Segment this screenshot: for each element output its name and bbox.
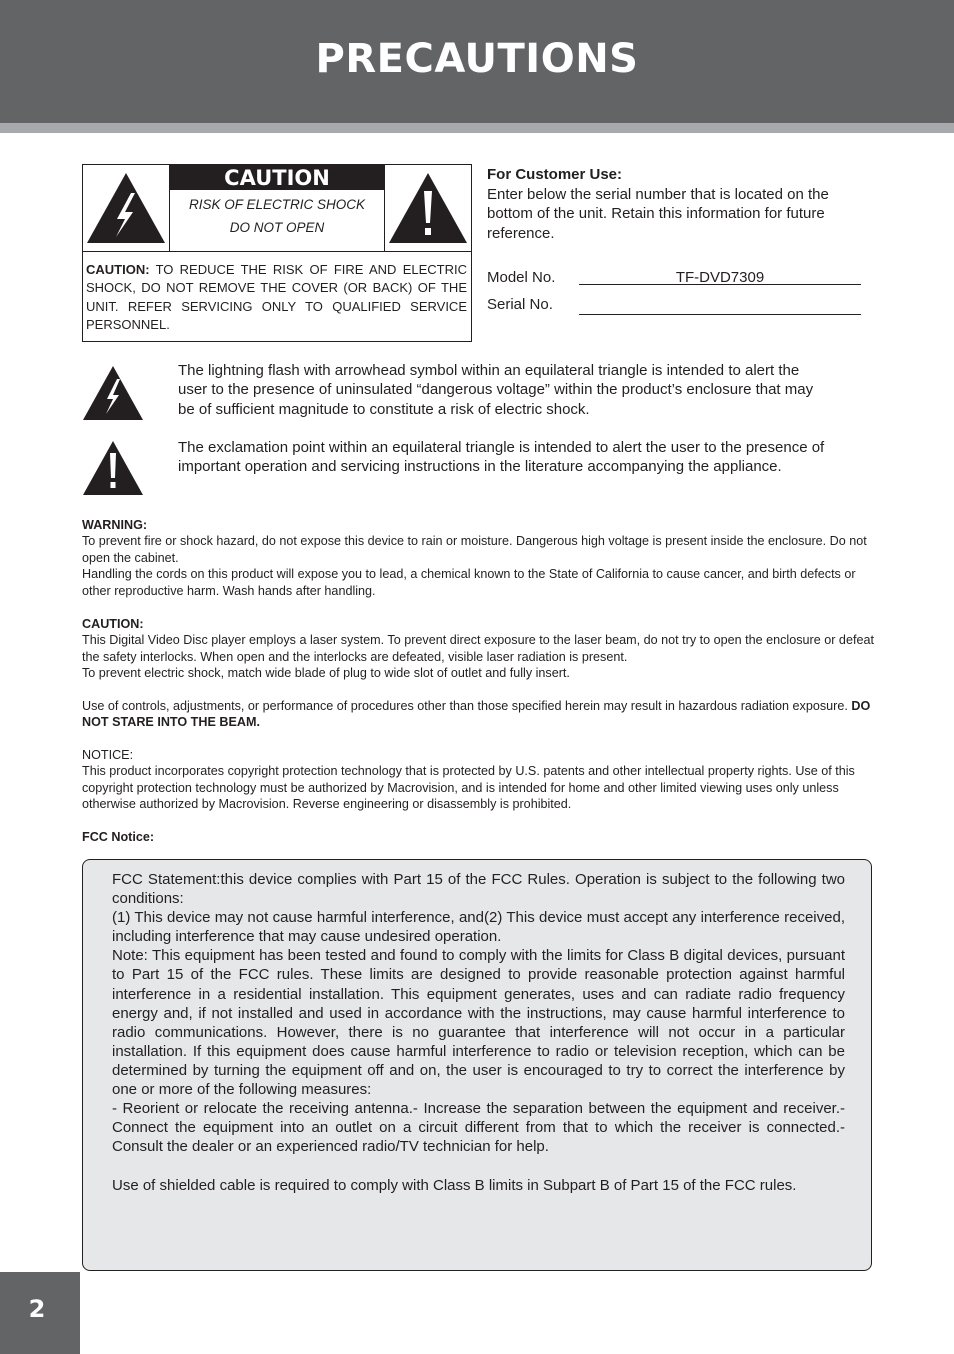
exclamation-symbol-icon — [82, 440, 144, 496]
notice-text: This product incorporates copyright protection technology that is protected by U.S. patents and other intellectual property rights. Use of this copyright protection technology must be authorized by Macrovision, and is intended for home and other limited viewing uses only unless otherwise authorized by Macrovision. Reverse engineering or disassembly is prohibited. — [82, 764, 855, 812]
warning-section — [82, 517, 874, 599]
caution-paragraph-3 — [82, 698, 874, 731]
caution-paragraph-2: To prevent electric shock, match wide blade of plug to wide slot of outlet and fully insert. — [82, 666, 570, 681]
caution-paragraph-1: This Digital Video Disc player employs a laser system. To prevent direct exposure to the laser beam, do not try to open the enclosure or defeat the safety interlocks. When open and the interlocks are defeated, visible laser radiation is present. — [82, 633, 874, 664]
lightning-symbol-text: The lightning flash with arrowhead symbol within an equilateral triangle is intended to alert the user to the presence of uninsulated “dangerous voltage” within the product’s enclosure that may be of sufficient magnitude to constitute a risk of electric shock. — [178, 362, 814, 418]
fcc-paragraph-5: Use of shielded cable is required to comply with Class B limits in Subpart B of Part 15 of the FCC rules. — [112, 1176, 797, 1194]
customer-use-heading: For Customer Use: — [487, 166, 623, 183]
lightning-symbol-icon — [82, 365, 144, 421]
caution-divider — [83, 251, 471, 252]
caution-paragraph-3-text: Use of controls, adjustments, or performance of procedures other than those specified herein may result in hazardous radiation exposure. — [82, 699, 852, 714]
caution-label-box — [82, 164, 472, 342]
model-line — [579, 270, 861, 285]
caution-label-text — [86, 261, 467, 334]
caution-section — [82, 616, 874, 731]
notice-section — [82, 747, 874, 813]
fcc-paragraph-3: Note: This equipment has been tested and found to comply with the limits for Class B digital devices, pursuant to Part 15 of the FCC rules. These limits are designed to provide reasonable protection against harmful interference in a residential installation. This equipment generates, uses and can radiate radio frequency energy and, if not installed and used in accordance with the instructions, may cause harmful interference to radio communications. However, there is no guarantee that interference will not occur in a particular installation. If this equipment does cause harmful interference to radio or television reception, which can be determined by turning the equipment off and on, the user is encouraged to try to correct the interference by one or more of the following measures: — [112, 947, 845, 1099]
fcc-statement-box — [82, 859, 872, 1271]
page-number: 2 — [28, 1295, 46, 1323]
caution-heading: CAUTION: — [82, 617, 144, 631]
caution-label-body: TO REDUCE THE RISK OF FIRE AND ELECTRIC SHOCK, DO NOT REMOVE THE COVER (OR BACK) OF THE UNIT. REFER SERVICING ONLY TO QUALIFIED SERVICE PERSONNEL. — [86, 262, 467, 332]
caution-subtitle-2: DO NOT OPEN — [229, 220, 325, 235]
warning-heading: WARNING: — [82, 518, 148, 532]
warning-paragraph-1: To prevent fire or shock hazard, do not expose this device to rain or moisture. Dangerous high voltage is present inside the enclosure. Do not open the cabinet. — [82, 534, 867, 565]
caution-spacer — [82, 682, 874, 698]
notice-heading: NOTICE: — [82, 748, 134, 762]
fcc-paragraph-4: - Reorient or relocate the receiving antenna.- Increase the separation between the equipment and receiver.- Connect the equipment into an outlet on a circuit different from that to which the receiver is connected.- Consult the dealer or an experienced radio/TV technician for help. — [112, 1100, 845, 1156]
fcc-statement-text — [112, 870, 845, 1195]
model-value: TF-DVD7309 — [675, 269, 765, 286]
model-label: Model No. — [487, 269, 556, 286]
caution-label-lead: CAUTION: — [86, 262, 150, 277]
exclamation-symbol-text: The exclamation point within an equilateral triangle is intended to alert the user to the presence of important operation and servicing instructions in the literature accompanying the appliance. — [178, 439, 825, 476]
caution-title: CAUTION — [170, 165, 384, 190]
serial-line — [579, 300, 861, 315]
customer-use-text: Enter below the serial number that is located on the bottom of the unit. Retain this information for future reference. — [487, 185, 829, 242]
page-title: PRECAUTIONS — [315, 36, 639, 82]
warning-paragraph-2: Handling the cords on this product will expose you to lead, a chemical known to the State of California to cause cancer, and birth defects or other reproductive harm. Wash hands after handling. — [82, 567, 856, 598]
header-stripe — [0, 123, 954, 133]
fcc-heading: FCC Notice: — [82, 830, 155, 844]
caution-subtitle-1: RISK OF ELECTRIC SHOCK — [188, 197, 366, 212]
caution-paragraph-3-bold: DO NOT STARE INTO THE BEAM. — [82, 699, 871, 730]
fcc-paragraph-2: (1) This device may not cause harmful interference, and(2) This device must accept any interference received, including interference that may cause undesired operation. — [112, 909, 845, 946]
customer-use-section — [487, 165, 867, 243]
caution-center-panel — [169, 165, 385, 251]
lightning-warning-icon — [83, 165, 169, 251]
serial-label: Serial No. — [487, 296, 553, 313]
exclamation-warning-icon — [385, 165, 471, 251]
fcc-paragraph-1: FCC Statement:this device complies with Part 15 of the FCC Rules. Operation is subject to the following two conditions: — [112, 871, 845, 908]
